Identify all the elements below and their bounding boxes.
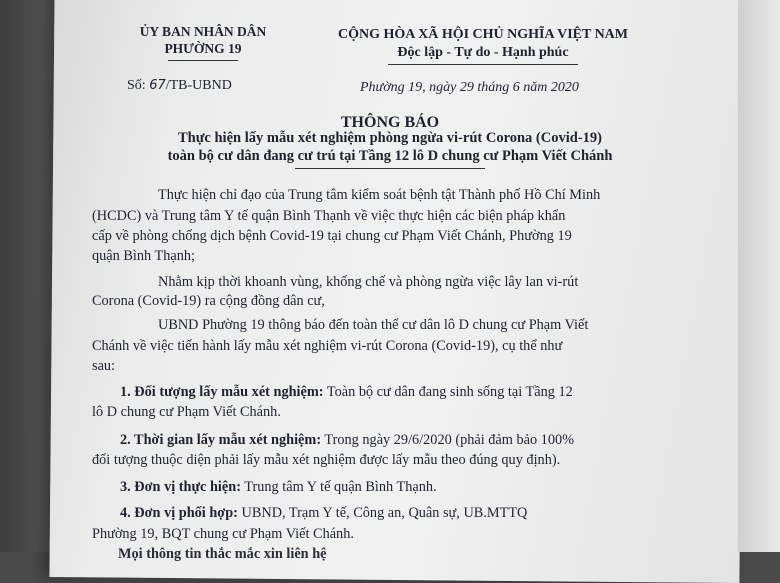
motto-underline <box>388 64 578 65</box>
item1-line1 <box>120 385 573 399</box>
date-line: Phường 19, ngày 29 tháng 6 năm 2020 <box>360 80 579 95</box>
paragraph1-line4: quận Bình Thạnh; <box>92 248 195 264</box>
item4-label: 4. Đơn vị phối hợp: <box>120 505 238 521</box>
item1-line2: lô D chung cư Phạm Viết Chánh. <box>92 404 281 420</box>
item2-line2: đối tượng thuộc diện phải lấy mẫu xét nghiệm được lấy mẫu theo đúng quy định). <box>92 452 561 468</box>
item5-partial-line: Mọi thông tin thắc mắc xin liên hệ <box>118 546 327 562</box>
item3-text: Trung tâm Y tế quận Bình Thạnh. <box>240 479 437 495</box>
item4-line2: Phường 19, BQT chung cư Phạm Viết Chánh. <box>92 526 354 542</box>
paragraph1-line2: (HCDC) và Trung tâm Y tế quận Bình Thạnh về việc thực hiện các biện pháp khẩn <box>92 208 566 224</box>
notice-title: THÔNG BÁO <box>340 114 440 131</box>
paragraph3-line2: Chánh về việc tiến hành lấy mẫu xét nghiệm vi-rút Corona (Covid-19), cụ thể như <box>92 338 563 354</box>
paragraph3-line1: UBND Phường 19 thông báo đến toàn thể cư dân lô D chung cư Phạm Viết <box>158 317 589 333</box>
paragraph1-line3: cấp về phòng chống dịch bệnh Covid-19 tại chung cư Phạm Viết Chánh, Phường 19 <box>92 228 572 244</box>
notice-subtitle-line1: Thực hiện lấy mẫu xét nghiệm phòng ngừa vi-rút Corona (Covid-19) <box>178 130 602 146</box>
paragraph3-line3: sau: <box>92 358 116 374</box>
document-number <box>127 78 232 94</box>
item4-line1 <box>120 506 527 520</box>
paragraph2-line2: Corona (Covid-19) ra cộng đồng dân cư, <box>92 293 325 309</box>
paragraph1-line1: Thực hiện chỉ đạo của Trung tâm kiểm soát bệnh tật Thành phố Hồ Chí Minh <box>158 187 601 203</box>
title-underline <box>295 168 485 169</box>
agency-underline <box>168 60 238 61</box>
docno-prefix: Số: <box>127 78 146 93</box>
item2-line1 <box>120 433 574 447</box>
item3-line1 <box>120 480 437 494</box>
national-motto: Độc lập - Tự do - Hạnh phúc <box>397 45 569 60</box>
item1-label: 1. Đối tượng lấy mẫu xét nghiệm: <box>120 384 324 400</box>
item2-text: Trong ngày 29/6/2020 (phải đảm bảo 100% <box>321 432 575 448</box>
national-title: CỘNG HÒA XÃ HỘI CHỦ NGHĨA VIỆT NAM <box>337 27 628 42</box>
docno-suffix: /TB-UBND <box>165 78 232 93</box>
agency-ward: PHƯỜNG 19 <box>164 41 242 56</box>
item4-text: UBND, Trạm Y tế, Công an, Quân sự, UB.MTTQ <box>237 505 528 521</box>
agency-name: ỦY BAN NHÂN DÂN <box>139 24 267 39</box>
notice-subtitle-line2: toàn bộ cư dân đang cư trú tại Tầng 12 lô D chung cư Phạm Viết Chánh <box>167 148 613 164</box>
docno-handwritten: 67 <box>149 78 166 93</box>
item3-label: 3. Đơn vị thực hiện: <box>120 479 241 495</box>
paragraph2-line1: Nhằm kịp thời khoanh vùng, khống chế và phòng ngừa việc lây lan vi-rút <box>158 274 579 290</box>
item1-text: Toàn bộ cư dân đang sinh sống tại Tầng 12 <box>323 384 573 400</box>
item2-label: 2. Thời gian lấy mẫu xét nghiệm: <box>120 432 322 448</box>
